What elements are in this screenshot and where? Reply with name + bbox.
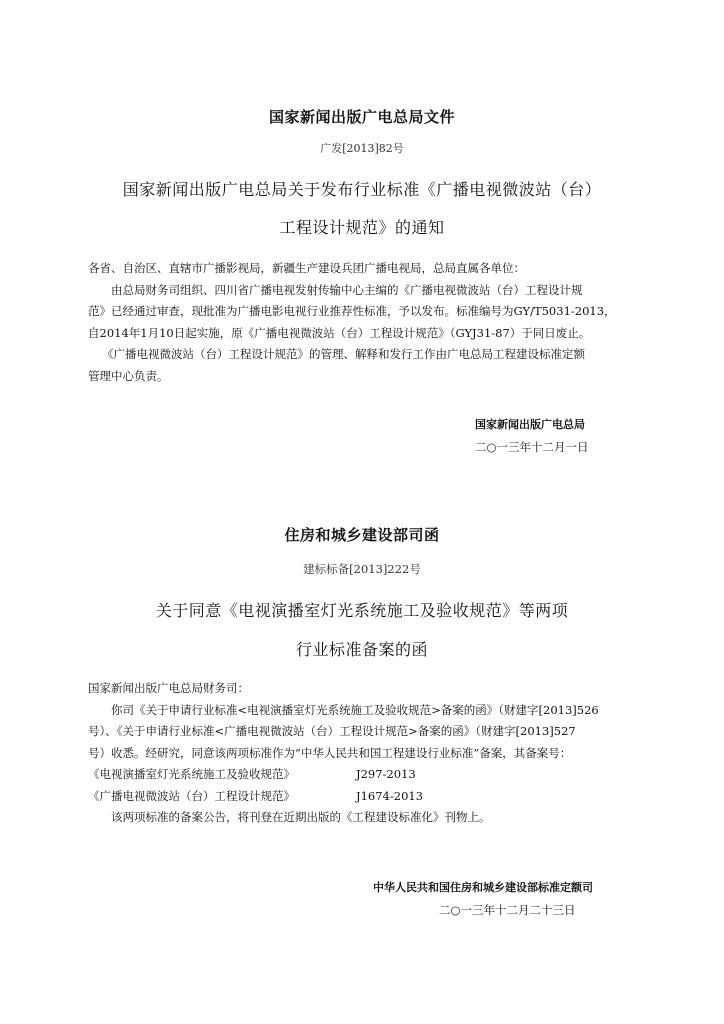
doc1-para1-line-2: 范》已经通过审查，现批准为广播电影电视行业推荐性标准，予以发布。标准编号为GY/T5031-2013， bbox=[88, 304, 616, 318]
doc2-date: 二○一三年十二月二十三日 bbox=[439, 903, 576, 917]
doc2-para1-line-3: 号）收悉。经研究，同意该两项标准作为“中华人民共和国工程建设行业标准”备案，其备案号： bbox=[88, 745, 572, 760]
doc1-date: 二○一三年十二月一日 bbox=[475, 440, 589, 454]
doc1-para2-line-1: 《广播电视微波站（台）工程设计规范》的管理、解释和发行工作由广电总局工程建设标准定额 bbox=[102, 347, 585, 361]
doc1-para1-line-3: 自2014年1月10日起实施，原《广播电视微波站（台）工程设计规范》（GYJ31-87）于同日废止。 bbox=[88, 325, 591, 340]
doc1-title-line-1: 国家新闻出版广电总局关于发布行业标准《广播电视微波站（台） bbox=[122, 180, 602, 199]
doc1-header: 国家新闻出版广电总局文件 bbox=[268, 108, 455, 126]
doc1-addressee: 各省、自治区、直辖市广播影视局，新疆生产建设兵团广播电视局，总局直属各单位： bbox=[88, 261, 525, 275]
doc2-record-1-code: J297-2013 bbox=[356, 767, 416, 781]
doc2-record-row-1 bbox=[88, 764, 640, 786]
doc2-title-line-1: 关于同意《电视演播室灯光系统施工及验收规范》等两项 bbox=[155, 601, 569, 620]
doc2-signer: 中华人民共和国住房和城乡建设部标准定额司 bbox=[373, 881, 593, 894]
doc2-para1-line-1: 你司《关于申请行业标准<电视演播室灯光系统施工及验收规范>备案的函》（财建字[2013]526 bbox=[111, 702, 599, 717]
doc2-para1-line-2: 号）、《关于申请行业标准<广播电视微波站（台）工程设计规范>备案的函》（财建字[2013]527 bbox=[88, 724, 576, 738]
doc1-para1-line-1: 由总局财务司组织、四川省广播电视发射传输中心主编的《广播电视微波站（台）工程设计规 bbox=[111, 282, 583, 297]
doc2-record-2-code: J1674-2013 bbox=[356, 788, 424, 803]
doc2-record-2-name: 《广播电视微波站（台）工程设计规范》 bbox=[88, 788, 295, 803]
doc2-record-1-name: 《电视演播室灯光系统施工及验收规范》 bbox=[88, 767, 295, 781]
doc1-body bbox=[88, 258, 640, 387]
doc2-number: 建标标备[2013]222号 bbox=[303, 562, 421, 576]
doc1-title-line-2: 工程设计规范》的通知 bbox=[279, 218, 445, 237]
doc1-para2-line-2: 管理中心负责。 bbox=[88, 368, 169, 383]
doc2-title-line-2: 行业标准备案的函 bbox=[295, 640, 428, 659]
doc2-addressee: 国家新闻出版广电总局财务司： bbox=[88, 681, 249, 695]
doc2-header: 住房和城乡建设部司函 bbox=[284, 526, 440, 544]
doc2-closing: 该两项标准的备案公告，将刊登在近期出版的《工程建设标准化》刊物上。 bbox=[111, 810, 491, 824]
doc2-body bbox=[88, 678, 640, 829]
doc1-number: 广发[2013]82号 bbox=[320, 142, 404, 155]
doc1-signer: 国家新闻出版广电总局 bbox=[475, 418, 585, 431]
doc2-record-row-2 bbox=[88, 786, 640, 808]
